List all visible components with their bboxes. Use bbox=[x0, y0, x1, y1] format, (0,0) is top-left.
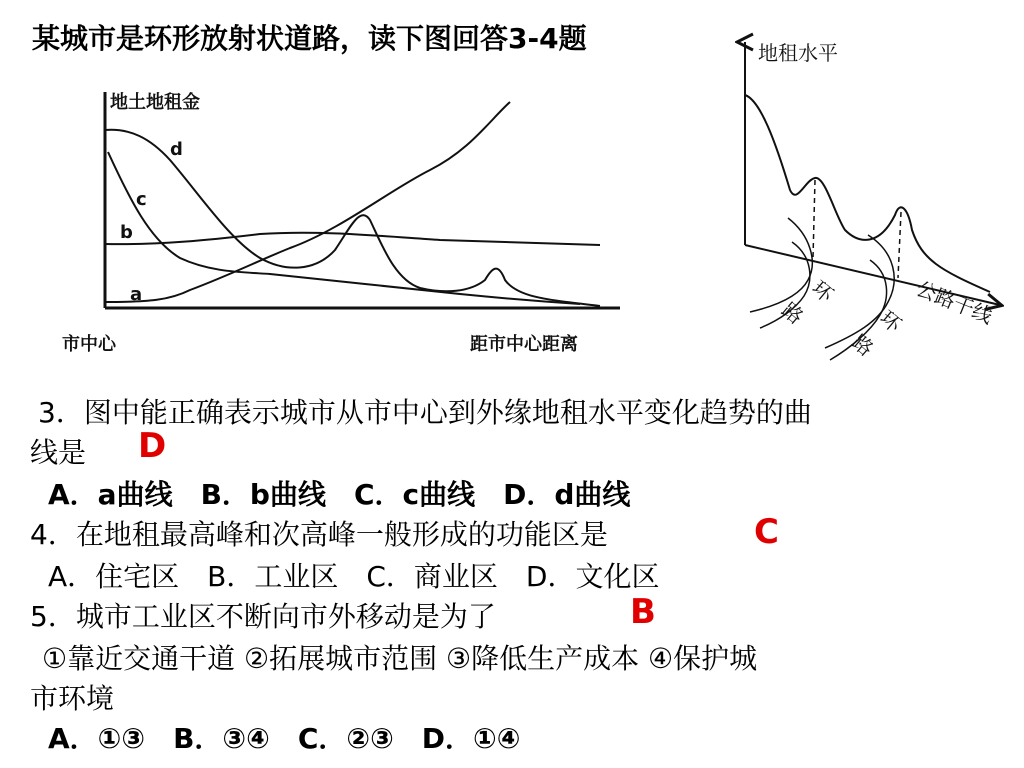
peak-line-2 bbox=[898, 212, 901, 278]
curve-c bbox=[108, 152, 580, 304]
origin-label: 市中心 bbox=[62, 334, 116, 355]
question-5-choices: ①靠近交通干道 ②拓展城市范围 ③降低生产成本 ④保护城 bbox=[42, 642, 758, 675]
question-3-answer: D bbox=[138, 426, 167, 466]
question-4-options: A．住宅区 B．工业区 C．商业区 D．文化区 bbox=[48, 560, 660, 593]
question-3-stem-cont: 线是 bbox=[30, 436, 87, 469]
question-4-stem: 4．在地租最高峰和次高峰一般形成的功能区是 bbox=[30, 518, 608, 551]
question-4-answer: C bbox=[754, 512, 779, 552]
curve-label-b: b bbox=[120, 222, 133, 243]
curve-b bbox=[105, 233, 600, 245]
peak-line-1 bbox=[813, 180, 815, 258]
curve-a bbox=[105, 102, 510, 302]
question-3-stem: 3．图中能正确表示城市从市中心到外缘地租水平变化趋势的曲 bbox=[38, 396, 812, 429]
ring-road-1-char-1: 环 bbox=[807, 275, 839, 307]
x-axis-label: 距市中心距离 bbox=[470, 334, 578, 355]
question-5-answer: B bbox=[630, 592, 656, 632]
ring-road-2-char-1: 环 bbox=[875, 305, 907, 337]
question-5-options: A．①③ B．③④ C．②③ D．①④ bbox=[48, 722, 521, 755]
y-axis-label: 地土地租金 bbox=[110, 92, 200, 113]
curve-label-a: a bbox=[130, 284, 143, 305]
rent-profile bbox=[745, 95, 990, 292]
curve-label-d: d bbox=[170, 139, 183, 160]
rent-level-diagram bbox=[700, 30, 1020, 370]
question-5-choices-cont: 市环境 bbox=[30, 682, 115, 715]
rent-axis-label: 地租水平 bbox=[758, 41, 838, 65]
curve-label-c: c bbox=[136, 189, 147, 210]
question-3-options: A．a曲线 B．b曲线 C．c曲线 D．d曲线 bbox=[48, 478, 631, 511]
ring-road-2-char-2: 路 bbox=[847, 329, 879, 361]
ring-road-1-char-2: 路 bbox=[777, 297, 809, 329]
land-rent-chart bbox=[60, 80, 660, 370]
intro-text: 某城市是环形放射状道路，读下图回答3-4题 bbox=[32, 22, 587, 55]
highway-label: 公路干线 bbox=[912, 276, 996, 329]
question-5-stem: 5．城市工业区不断向市外移动是为了 bbox=[30, 600, 496, 633]
